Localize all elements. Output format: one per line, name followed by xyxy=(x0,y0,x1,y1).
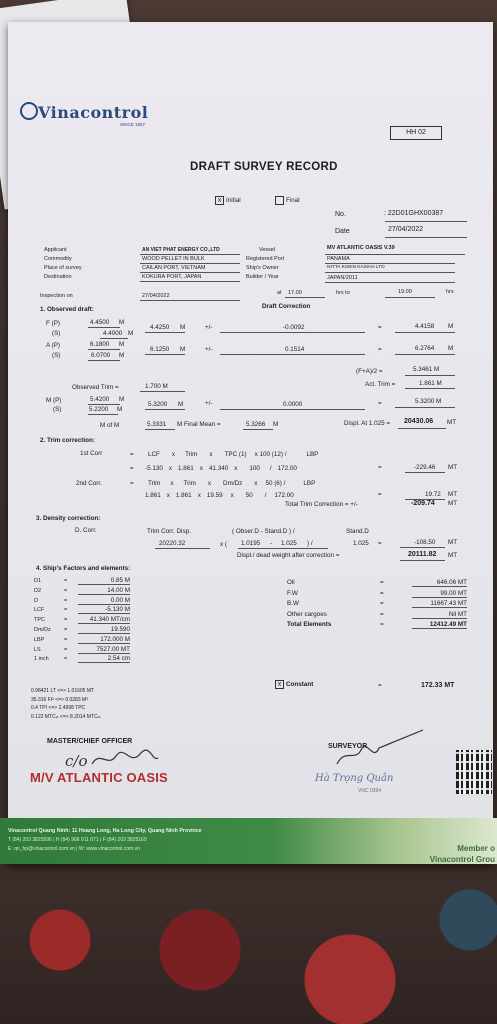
after-correction-label: Displ./ dead weight after correction = xyxy=(237,552,340,559)
factor-eq: = xyxy=(64,597,68,604)
place-label: Place of survey xyxy=(44,265,82,271)
element-label: F.W xyxy=(287,589,298,597)
trim-token: x xyxy=(199,465,203,472)
ap-label: A (P) xyxy=(46,342,60,349)
vessel-value: MV ATLANTIC OASIS V.39 xyxy=(327,245,395,251)
m-correction: 0.0000 xyxy=(283,401,303,408)
act-trim-label: Act. Trim = xyxy=(365,381,396,388)
after-correction-value: 20111.82 xyxy=(408,551,437,558)
first-corr-label: 1st Corr xyxy=(80,450,103,457)
trim-token: 100 xyxy=(249,465,260,472)
surveyor-stamp-name: Hà Trọng Quân xyxy=(315,773,394,784)
no-value: : 22D01GHX00387 xyxy=(384,210,444,217)
ap-value: 6.1800 xyxy=(90,341,110,348)
factor-eq: = xyxy=(64,627,68,633)
mofm-label: M of M xyxy=(100,422,120,429)
trim-token: x xyxy=(207,480,212,487)
final-checkbox-group: Final xyxy=(275,196,300,205)
trim-token: 50 xyxy=(245,492,253,499)
initial-checkbox-group: x Initial xyxy=(215,196,241,205)
final-mean-label: M Final Mean = xyxy=(177,421,221,428)
document-code: HH 02 xyxy=(390,126,442,140)
trim-token: x xyxy=(197,492,201,499)
factor-value: 2.54 cm xyxy=(78,655,130,663)
factor-eq: = xyxy=(64,587,68,594)
first-corr-formula xyxy=(148,451,326,458)
element-label: Other cargoes xyxy=(287,610,327,618)
conversion-row: 0.98421 LT <=> 1.01605 MT xyxy=(31,688,95,694)
obs-trim-value: 1.700 M xyxy=(145,383,168,390)
factor-eq: = xyxy=(64,578,68,584)
a-correction: 0.1514 xyxy=(285,346,305,353)
place-value: CAILAN PORT, VIETNAM xyxy=(142,265,206,271)
factor-value: 41.340 MT/cm xyxy=(78,616,130,624)
factor-eq: = xyxy=(64,636,68,643)
first-corr-values xyxy=(145,465,305,472)
factor-value: 0.00 M xyxy=(78,597,130,605)
correction-heading: Draft Correction xyxy=(262,303,311,310)
vessel-name-stamp: M/V ATLANTIC OASIS xyxy=(30,770,168,785)
m-result: 5.3200 M xyxy=(415,398,442,405)
element-eq: = xyxy=(380,579,384,586)
trim-token: 1.861 xyxy=(175,492,192,499)
density-result: -108.50 xyxy=(414,539,436,546)
element-value: 12412.49 MT xyxy=(412,621,467,629)
vinacontrol-logo-icon xyxy=(20,102,38,120)
constant-checkbox[interactable]: x xyxy=(275,680,284,689)
trim-corr-disp-label: Trim Corr. Disp. xyxy=(147,528,191,535)
element-value: 646.06 MT xyxy=(412,579,467,587)
master-signature-scribble xyxy=(90,748,160,770)
density-heading: 3. Density correction: xyxy=(36,515,101,522)
displ-value: 20430.06 xyxy=(404,418,434,425)
trim-token: x xyxy=(170,480,174,487)
constant-group: x Constant xyxy=(275,680,313,689)
factor-label: LS xyxy=(34,646,41,653)
act-trim-value: 1.861 M xyxy=(419,380,442,387)
final-mean-value: 5.3266 xyxy=(246,421,266,428)
footer-contacts: E: qn_hp@vinacontrol.com.vn | W: www.vinacontrol.com.vn xyxy=(8,846,140,852)
first-corr-result: -229.46 xyxy=(414,464,436,471)
trim-token: 1.861 xyxy=(145,492,161,499)
trim-token: Trim xyxy=(183,480,196,487)
as-label: (S) xyxy=(52,352,61,359)
owner-value: NITTA KISEN KAISHA LTD xyxy=(327,265,385,270)
trim-token: 50 (6) / xyxy=(265,480,286,487)
trim-token: Trim xyxy=(185,451,198,458)
element-label: Oil xyxy=(287,579,295,586)
factor-label: 1 inch xyxy=(34,656,49,663)
dcorr-label: D. Corr. xyxy=(75,527,97,534)
factor-label: D1 xyxy=(34,578,42,584)
regport-value: PANAMA xyxy=(327,256,350,262)
factor-value: 19.590 xyxy=(78,626,130,634)
surveyor-signature xyxy=(335,728,425,768)
applicant-label: Applicant xyxy=(44,247,67,253)
trim-token: LBP xyxy=(303,480,316,487)
carpet-background xyxy=(0,880,497,1024)
factors-heading: 4. Ship's Factors and elements: xyxy=(36,565,131,572)
no-label: No. xyxy=(335,211,346,218)
inspection-label: Inspection on xyxy=(40,293,73,299)
factor-label: TPC xyxy=(34,617,45,624)
trim-token: x xyxy=(234,465,238,472)
fa2-label: (F+A)/2 = xyxy=(356,368,383,375)
element-label: Total Elements xyxy=(287,621,332,628)
second-corr-label: 2nd Corr. xyxy=(76,480,102,487)
applicant-value: AN VIET PHAT ENERGY CO.,LTD xyxy=(142,247,220,253)
trim-token: 1.861 xyxy=(178,465,194,472)
observed-heading: 1. Observed draft: xyxy=(40,306,94,313)
builder-value: JAPAN/2011 xyxy=(327,275,358,281)
builder-label: Builder / Year xyxy=(246,274,279,280)
destination-value: KOKURA PORT, JAPAN xyxy=(142,274,202,280)
factor-label: Dm/Dz xyxy=(34,627,51,633)
fp-value: 4.4500 xyxy=(90,319,110,326)
density-formula-top: ( Obser.D - Stand.D ) / xyxy=(232,528,295,535)
date-label: Date xyxy=(335,228,350,235)
at-value: 17.00 xyxy=(288,290,302,296)
footer-phones: T (84) 203 3825596 | H (84) 906 911 871 | F (84) 203 3825169 xyxy=(8,837,147,843)
hrs-label: hrs xyxy=(446,289,454,295)
total-trim-value: -209.74 xyxy=(411,500,435,507)
factor-value: -5.130 M xyxy=(78,606,130,614)
footer-group: Vinacontrol Grou xyxy=(429,855,495,864)
commodity-value: WOOD PELLET IN BULK xyxy=(142,256,205,262)
date-value: 27/04/2022 xyxy=(388,226,424,233)
hrs-to-label: hrs to xyxy=(336,290,350,296)
as-value: 6.0700 xyxy=(91,352,111,359)
total-trim-label: Total Trim Correction = +/- xyxy=(285,501,358,508)
ms-value: 5.2200 xyxy=(89,406,109,413)
trim-heading: 2. Trim correction: xyxy=(40,437,95,444)
trim-token: x xyxy=(230,492,234,499)
displ-label: Displ. At 1.025 = xyxy=(344,420,391,427)
trim-token: x xyxy=(168,465,173,472)
factor-label: D2 xyxy=(34,587,42,594)
destination-label: Destination xyxy=(44,274,72,280)
surveyor-stamp-code: VNC 0394 xyxy=(358,788,382,794)
fs-label: (S) xyxy=(52,330,61,337)
stand-d-label: Stand.D xyxy=(346,528,369,535)
factor-value: 7527.00 MT xyxy=(78,646,130,654)
trim-token: 19.59 xyxy=(206,492,223,499)
mp-label: M (P) xyxy=(46,397,62,404)
factor-eq: = xyxy=(64,617,68,624)
conversion-row: 0.4 TPI <=> 2.4998 TPC xyxy=(31,705,86,711)
element-value: 11667.43 MT xyxy=(412,600,467,608)
qr-code-icon xyxy=(456,750,492,794)
ms-label: (S) xyxy=(53,406,62,413)
constant-value: 172.33 MT xyxy=(421,682,455,689)
stand-density-2: 1.025 xyxy=(353,540,369,547)
f-result: 4.4158 xyxy=(415,323,435,330)
fs-value: 4.4000 xyxy=(103,330,123,337)
trim-token: 41.340 xyxy=(208,465,229,472)
stand-density: 1.025 xyxy=(281,540,297,547)
mp-value: 5.4200 xyxy=(90,396,110,403)
element-value: 99.00 MT xyxy=(412,590,467,598)
footer-band xyxy=(0,818,497,864)
company-logo-text: Vinacontrol xyxy=(38,103,149,122)
factor-eq: = xyxy=(64,656,68,663)
owner-label: Ship's Owner xyxy=(246,265,279,271)
factor-value: 14.00 M xyxy=(78,587,130,595)
vessel-label: Vessel xyxy=(259,247,276,253)
trim-token: / xyxy=(269,465,272,472)
trim-token: x xyxy=(166,492,170,499)
element-eq: = xyxy=(380,621,384,628)
element-eq: = xyxy=(380,610,384,618)
trim-token: / xyxy=(264,492,267,499)
factor-value: 0.85 M xyxy=(78,577,130,585)
element-eq: = xyxy=(380,589,384,597)
second-corr-formula xyxy=(148,480,323,487)
hrs-to-value: 19.00 xyxy=(398,289,412,295)
element-value: Nil MT xyxy=(412,611,467,619)
m-mean: 5.3200 xyxy=(148,401,168,408)
final-checkbox[interactable] xyxy=(275,196,284,205)
second-corr-values xyxy=(145,492,302,499)
conversion-row: 35.316 Ft³ <=> 0.0283 M³ xyxy=(31,696,88,703)
factor-value: 172.000 M xyxy=(78,636,130,644)
surveyor-label: SURVEYOR xyxy=(328,743,368,750)
trim-token: Dm/Dz xyxy=(223,480,243,487)
obs-trim-label: Observed Trim = xyxy=(72,384,119,391)
regport-label: Registered Port xyxy=(246,256,285,262)
trim-token: x xyxy=(254,480,258,487)
factor-label: D xyxy=(34,597,38,604)
mofm-value: 5.3331 xyxy=(147,421,167,428)
second-corr-result: 19.72 xyxy=(425,491,441,498)
trim-token: x 100 (12) / xyxy=(254,451,287,458)
factor-label: LBP xyxy=(34,636,45,643)
footer-address: Vinacontrol Quang Ninh: 11 Hoang Long, Ha Long City, Quang Ninh Province xyxy=(8,828,202,834)
trim-token: 172.00 xyxy=(274,492,294,499)
commodity-label: Commodity xyxy=(44,256,72,262)
trim-token: 172.00 xyxy=(277,465,297,472)
fp-label: F (P) xyxy=(46,320,60,327)
factor-label: LCF xyxy=(34,607,45,614)
element-label: B.W xyxy=(287,600,299,607)
fa2-value: 5.3461 M xyxy=(413,366,440,373)
element-eq: = xyxy=(380,600,384,607)
inspection-value: 27/04/2022 xyxy=(142,293,170,299)
initial-checkbox[interactable]: x xyxy=(215,196,224,205)
trim-token: x xyxy=(171,451,176,458)
logo-since: SINCE 1957 xyxy=(120,122,146,127)
trim-token: TPC (1) xyxy=(224,451,247,458)
trim-token: x xyxy=(209,451,213,458)
trim-corr-disp-value: 20220.32 xyxy=(159,540,186,547)
factor-eq: = xyxy=(64,607,68,614)
a-result: 6.2764 xyxy=(415,345,435,352)
trim-token: -5.130 xyxy=(145,465,163,472)
at-label: at xyxy=(277,290,282,296)
master-signature: c/o xyxy=(65,752,88,770)
page-title: DRAFT SURVEY RECORD xyxy=(190,161,338,173)
conversion-row: 0.122 MTCᵢₙ <=> 8.2014 MTCₘ xyxy=(31,713,101,720)
master-label: MASTER/CHIEF OFFICER xyxy=(47,738,133,745)
factor-eq: = xyxy=(64,646,68,653)
trim-token: Trim xyxy=(148,480,161,487)
obs-density: 1.0195 xyxy=(241,540,261,547)
f-correction: -0.0092 xyxy=(283,324,305,331)
trim-token: LBP xyxy=(306,451,319,458)
a-mean: 6.1250 xyxy=(150,346,170,353)
trim-token: LCF xyxy=(148,451,160,458)
f-mean: 4.4250 xyxy=(150,324,170,331)
footer-member: Member o xyxy=(457,844,495,853)
